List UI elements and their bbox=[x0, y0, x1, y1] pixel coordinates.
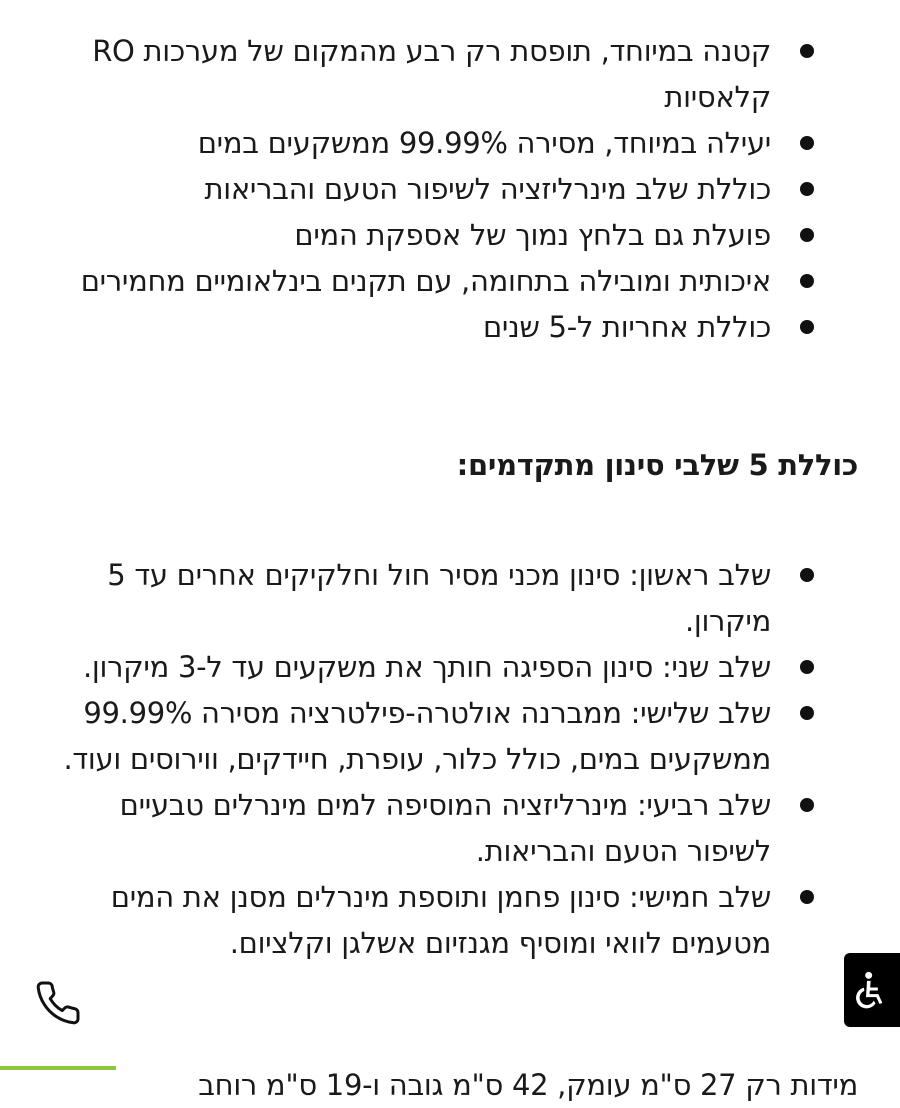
feature-item: פועלת גם בלחץ נמוך של אספקת המים bbox=[40, 212, 858, 258]
stage-item: שלב חמישי: סינון פחמן ותוספת מינרלים מסנן את המים מטעמים לוואי ומוסיף מגנזיום אשלגן וקלציום. bbox=[40, 874, 858, 966]
green-cta-strip[interactable] bbox=[0, 1066, 116, 1070]
stage-item: שלב רביעי: מינרליזציה המוסיפה למים מינרלים טבעיים לשיפור הטעם והבריאות. bbox=[40, 782, 858, 874]
feature-item: איכותית ומובילה בתחומה, עם תקנים בינלאומיים מחמירים bbox=[40, 258, 858, 304]
call-button[interactable] bbox=[30, 975, 86, 1031]
accessibility-button[interactable] bbox=[844, 953, 900, 1027]
phone-icon bbox=[34, 979, 82, 1027]
stage-item: שלב שני: סינון הספיגה חותך את משקעים עד ל-3 מיקרון. bbox=[40, 644, 858, 690]
stages-heading: כוללת 5 שלבי סינון מתקדמים: bbox=[456, 448, 858, 482]
features-list bbox=[40, 28, 858, 350]
stage-item: שלב שלישי: ממברנה אולטרה-פילטרציה מסירה 99.99% ממשקעים במים, כולל כלור, עופרת, חיידקים, ווירוסים ועוד. bbox=[40, 690, 858, 782]
feature-item: כוללת שלב מינרליזציה לשיפור הטעם והבריאות bbox=[40, 166, 858, 212]
product-content bbox=[40, 28, 858, 1102]
stages-list bbox=[40, 552, 858, 966]
accessibility-icon bbox=[852, 970, 892, 1010]
stage-item: שלב ראשון: סינון מכני מסיר חול וחלקיקים אחרים עד 5 מיקרון. bbox=[40, 552, 858, 644]
dimensions-text: מידות רק 27 ס"מ עומק, 42 ס"מ גובה ו-19 ס"מ רוחב bbox=[198, 1068, 858, 1102]
feature-item: יעילה במיוחד, מסירה 99.99% ממשקעים במים bbox=[40, 120, 858, 166]
feature-item: כוללת אחריות ל-5 שנים bbox=[40, 304, 858, 350]
feature-item: קטנה במיוחד, תופסת רק רבע מהמקום של מערכות RO קלאסיות bbox=[40, 28, 858, 120]
